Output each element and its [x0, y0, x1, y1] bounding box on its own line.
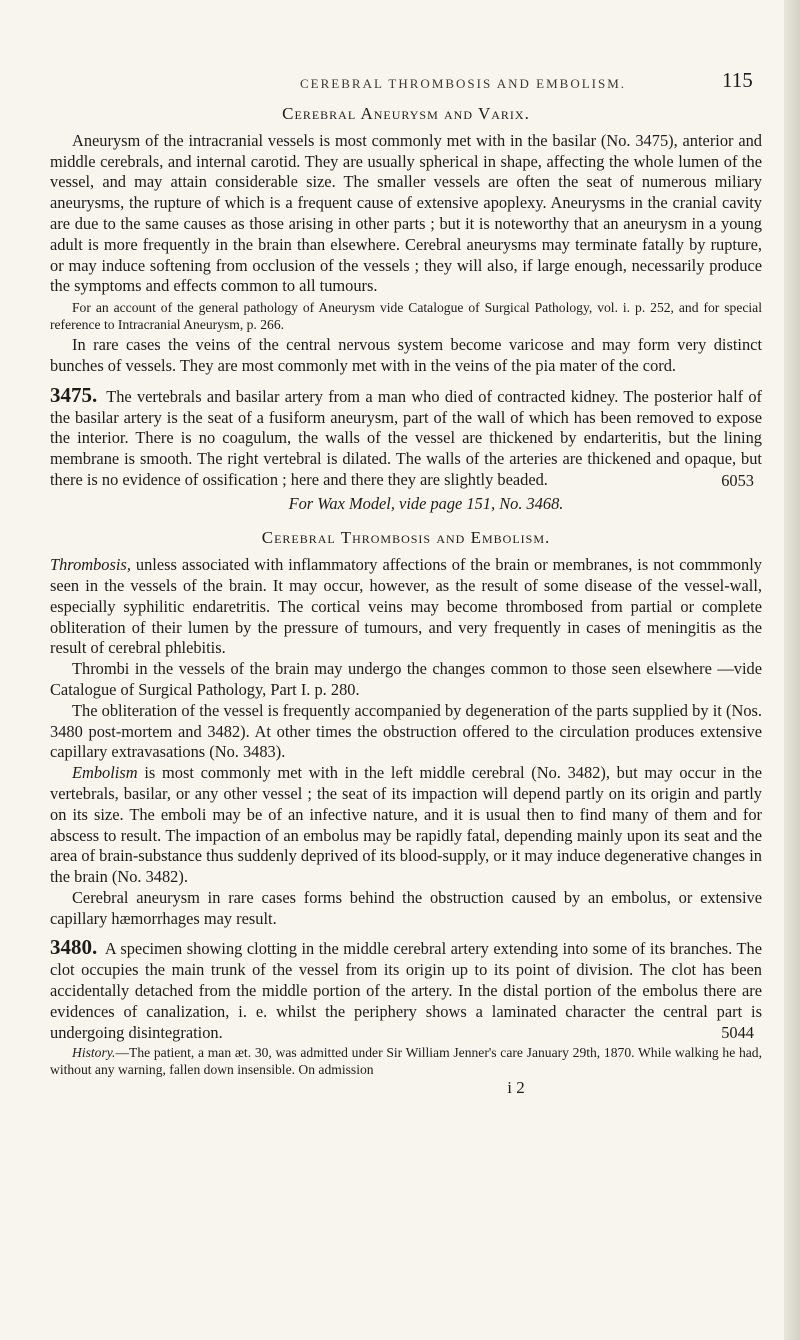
catalogue-number: 5044 — [721, 1023, 754, 1043]
section-title-thrombosis: Cerebral Thrombosis and Embolism. — [261, 528, 551, 548]
paragraph-text: is most commonly met with in the left middle cerebral (No. 3482), but may occur in the vertebrals, basilar, or any other vessel ; the seat of its impaction will depend partly on its origin and partly on its size. The emboli may be of an infective nature, and it is usual then to find many of them and for abscess to result. The impaction of an embolus may be rapidly fatal, depending mainly upon its seat and the area of brain-substance thus suddenly deprived of its blood-supply, or it may induce degenerative changes in the brain (No. 3482). — [50, 763, 762, 887]
section-title-aneurysm: Cerebral Aneurysm and Varix. — [282, 104, 530, 123]
paragraph: Aneurysm of the intracranial vessels is most commonly met with in the basilar (No. 3475), anterior and middle cerebrals, and internal carotid. They are usually spherical in shape, affecting the whole lumen of the vessel, and may attain considerable size. The smaller vessels are often the seat of numerous miliary aneurysms, the rupture of which is a frequent cause of extensive apoplexy. Aneurysms in the cranial cavity are due to the same causes as those arising in other parts ; but it is noteworthy that an aneurysm in a young adult is more frequently in the brain than elsewhere. Cerebral aneurysms may terminate fatally by rupture, or may induce softening from occlusion of the vessels ; they will also, if large enough, necessarily produce the symptoms and effects common to all tumours. — [50, 130, 762, 296]
catalogue-number: 6053 — [721, 470, 754, 490]
paragraph: In rare cases the veins of the central nervous system become varicose and may form very distinct bunches of vessels. They are most commonly met with in the veins of the pia mater of the cord. — [50, 335, 762, 375]
page-edge-shadow — [784, 0, 800, 1340]
cross-reference: For Wax Model, vide page 151, No. 3468. — [288, 493, 564, 513]
paragraph: Cerebral aneurysm in rare cases forms behind the obstruction caused by an embolus, or extensive capillary hæmorrhages may result. — [50, 887, 762, 928]
page-number: 115 — [722, 68, 753, 92]
paragraph — [50, 555, 762, 659]
signature-mark: i 2 — [507, 1078, 525, 1098]
history-label: History. — [72, 1045, 116, 1061]
term-embolism: Embolism — [72, 763, 138, 783]
paragraph: Thrombi in the vessels of the brain may undergo the changes common to those seen elsewhere —vide Catalogue of Surgical Pathology, Part I. p. 280. — [50, 659, 762, 699]
term-thrombosis: Thrombosis, — [50, 555, 131, 575]
case-history — [50, 1044, 762, 1078]
page-body — [50, 104, 762, 1099]
history-text: —The patient, a man æt. 30, was admitted under Sir William Jenner's care January 29th, 1870. While walking he had, without any warning, fallen down insensible. On admission — [50, 1045, 762, 1078]
specimen-description: The vertebrals and basilar artery from a man who died of contracted kidney. The posterior half of the basilar artery is the seat of a fusiform aneurysm, part of the wall of which has been removed to expose the interior. There is no coagulum, the walls of the vessel are thickened by endarteritis, but the lining membrane is smooth. The right vertebral is dilated. The walls of the arteries are thickened and opaque, but there is no evidence of ossification ; here and there they are slightly beaded. — [50, 386, 762, 489]
paragraph-text: unless associated with inflammatory affections of the brain or membranes, is not commmonly seen in the vessels of the brain. It may occur, however, as the result of some disease of the vessel-wall, especially syphilitic endaretritis. The cortical veins may become thrombosed from partial or complete obliteration of their lumen by the pressure of tumours, and very frequently in cases of meningitis as the result of cerebral phlebitis. — [50, 555, 762, 658]
paragraph: The obliteration of the vessel is frequently accompanied by degeneration of the parts supplied by it (Nos. 3480 post-mortem and 3482). At other times the obstruction offered to the circulation produces extensive capillary extravasations (No. 3483). — [50, 700, 762, 762]
footnote: For an account of the general pathology of Aneurysm vide Catalogue of Surgical Pathology, vol. i. p. 252, and for special reference to Intracranial Aneurysm, p. 266. — [50, 300, 762, 333]
paragraph — [50, 763, 762, 888]
specimen-number: 3480. — [50, 935, 98, 960]
running-head: CEREBRAL THROMBOSIS AND EMBOLISM. — [300, 76, 627, 91]
specimen-number: 3475. — [50, 382, 98, 407]
specimen-description: A specimen showing clotting in the middle cerebral artery extending into some of its branches. The clot occupies the main trunk of the vessel from its origin up to its point of division. The clot has been accidentally detached from the middle portion of the artery. In the distal portion of the embolus there are evidences of canalization, i. e. whilst the periphery shows a laminated character the central part is undergoing disintegration. — [50, 939, 762, 1042]
